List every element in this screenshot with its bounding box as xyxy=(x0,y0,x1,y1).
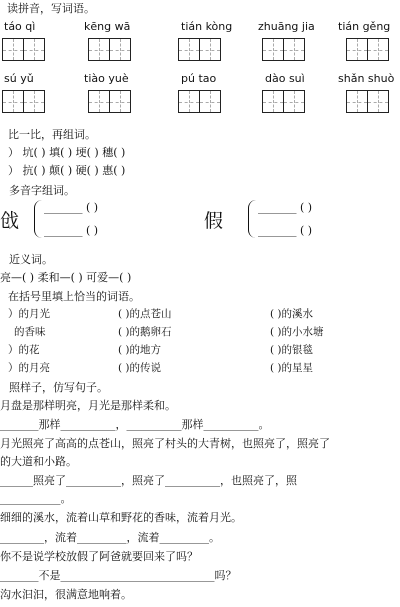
pinyin-kengwa: kēng wā xyxy=(84,20,131,33)
pinyin-tiaoyue: tiào yuè xyxy=(84,72,129,85)
pinyin-suyu: sú yǔ xyxy=(4,72,34,85)
pinyin-tiangeng: tián gěng xyxy=(338,20,391,33)
imitation-blank[interactable]: ___________。 xyxy=(0,492,72,505)
writing-grid[interactable] xyxy=(346,90,388,113)
fill-item: ( )的点苍山 xyxy=(118,308,172,320)
fill-item: ）的月亮 xyxy=(8,362,50,374)
fill-item: ( )的溪水 xyxy=(270,308,314,320)
fill-item: ( )的小水塘 xyxy=(270,326,324,338)
polyphone-blank[interactable]: _______ ( ) xyxy=(44,201,99,214)
pinyin-taoqi: táo qì xyxy=(4,20,36,33)
fill-item: ( )的银毯 xyxy=(270,344,314,356)
example-sentence: 沟水汩汩，很满意地响着。 xyxy=(0,588,132,601)
writing-grid[interactable] xyxy=(262,90,304,113)
writing-grid[interactable] xyxy=(262,38,304,61)
writing-grid[interactable] xyxy=(178,38,220,61)
imitation-blank[interactable]: ________，流着_________，流着_________。 xyxy=(0,531,220,544)
writing-grid[interactable] xyxy=(178,90,220,113)
writing-grid[interactable] xyxy=(88,90,130,113)
section6-title: 照样子，仿写句子。 xyxy=(9,381,108,394)
polyphone-char-2: 假 xyxy=(204,210,224,232)
writing-grid[interactable] xyxy=(88,38,130,61)
writing-grid[interactable] xyxy=(2,38,44,61)
brace-2 xyxy=(248,200,257,238)
polyphone-blank[interactable]: _______ ( ) xyxy=(258,201,313,214)
synonym-line: 亮—( ) 柔和—( ) 可爱—( ) xyxy=(0,271,132,284)
section2-title: 比一比，再组词。 xyxy=(8,128,96,141)
pinyin-daosui: dào suì xyxy=(265,72,305,85)
section5-title: 在括号里填上恰当的词语。 xyxy=(8,290,140,303)
writing-grid[interactable] xyxy=(2,90,44,113)
section4-title: 近义词。 xyxy=(9,253,53,266)
fill-item: ）的花 xyxy=(8,344,40,356)
imitation-blank[interactable]: _______那样__________，__________那样__________。 xyxy=(0,418,270,431)
example-sentence: 的大道和小路。 xyxy=(0,455,77,468)
fill-item: ( )的地方 xyxy=(118,344,162,356)
imitation-blank[interactable]: _______不是____________________________吗？ xyxy=(0,569,237,582)
pinyin-shanshuo: shǎn shuò xyxy=(338,72,395,85)
example-sentence: 细细的溪水，流着山草和野花的香味，流着月光。 xyxy=(0,511,242,524)
fill-item: 的香味 xyxy=(14,326,46,338)
pinyin-putao: pú tao xyxy=(181,72,217,85)
imitation-blank[interactable]: ______照亮了__________，照亮了__________，也照亮了，照 xyxy=(0,474,297,487)
brace-1 xyxy=(34,200,43,238)
compare-row-1: ） 坑( ) 填( ) 埂( ) 穗( ) xyxy=(8,146,126,159)
pinyin-tiankong: tián kòng xyxy=(181,20,233,33)
section3-title: 多音字组词。 xyxy=(9,184,75,197)
polyphone-blank[interactable]: _______ ( ) xyxy=(44,224,99,237)
polyphone-blank[interactable]: _______ ( ) xyxy=(258,224,313,237)
fill-item: ( )的鹅卵石 xyxy=(118,326,172,338)
example-sentence: 你不是说学校放假了阿爸就要回来了吗？ xyxy=(0,550,198,563)
example-sentence: 月光照亮了高高的点苍山，照亮了村头的大青树，也照亮了，照亮了 xyxy=(0,437,330,450)
writing-grid[interactable] xyxy=(346,38,388,61)
fill-item: ）的月光 xyxy=(8,308,50,320)
fill-item: ( )的星星 xyxy=(270,362,314,374)
fill-item: ( )的传说 xyxy=(118,362,162,374)
compare-row-2: ） 抗( ) 颠( ) 硬( ) 惠( ) xyxy=(8,164,126,177)
pinyin-zhuangjia: zhuāng jia xyxy=(258,20,315,33)
polyphone-char-1: 戗 xyxy=(0,210,20,232)
example-sentence: 月盘是那样明亮，月光是那样柔和。 xyxy=(0,399,176,412)
section1-title: 读拼音，写词语。 xyxy=(7,2,95,15)
